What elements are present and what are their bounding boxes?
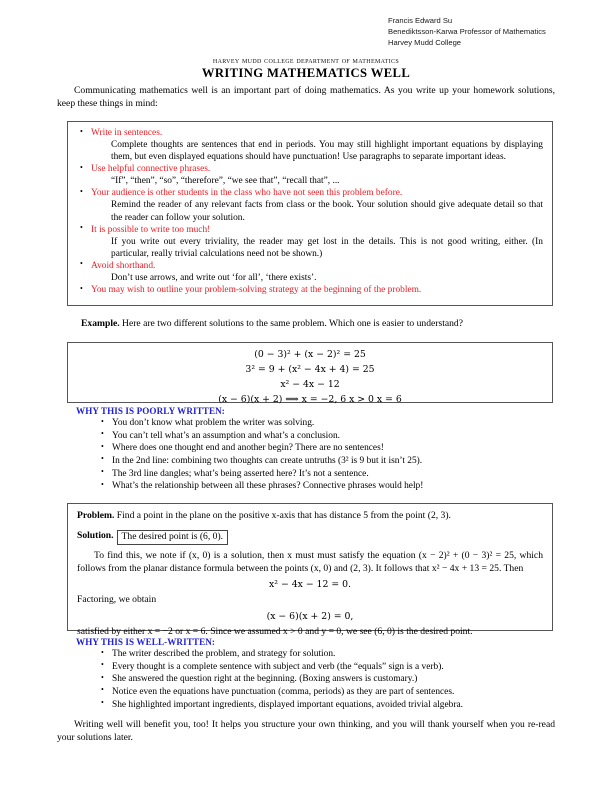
why-well-heading: WHY THIS IS WELL-WRITTEN: (76, 637, 216, 647)
equation-line: x² − 4x − 12 (280, 379, 340, 391)
closing-paragraph: Writing well will benefit you, too! It helps you structure your own thinking, and you will thank yourself when you re-read your solutions later. (57, 719, 555, 743)
display-equation-2: (x − 6)(x + 2) = 0, (266, 611, 354, 623)
problem-solution-box (67, 503, 553, 638)
why-poorly-heading: WHY THIS IS POORLY WRITTEN: (76, 406, 225, 416)
example-text: Here are two different solutions to the same problem. Which one is easier to understand? (119, 318, 463, 329)
list-item: • What’s the relationship between all these phrases? Connective phrases would help! (101, 480, 551, 493)
letterhead-institution: Harvey Mudd College (388, 37, 462, 47)
example-line (81, 318, 551, 331)
list-item: • Where does one thought end and another begin? There are no sentences! (101, 442, 551, 455)
tips-list (80, 127, 543, 296)
problem-label: Problem. (77, 510, 115, 521)
solution-paragraph-2: Factoring, we obtain (77, 594, 157, 606)
tip-body: If you write out every triviality, the reader may get lost in the details. This is not good writing, either. (In particular, really trivial calculations need not be shown.) (111, 236, 543, 259)
intro-paragraph: Communicating mathematics well is an important part of doing mathematics. As you write up your homework solutions, keep these things in mind: (57, 85, 555, 109)
solution-label: Solution. (77, 529, 114, 541)
tip-heading: You may wish to outline your problem-solving strategy at the beginning of the problem. (91, 285, 422, 296)
tip-heading: Use helpful connective phrases. (91, 164, 211, 175)
why-poorly-list (101, 417, 551, 493)
list-item: • She highlighted important ingredients, displayed important equations, avoided trivial algebra. (101, 699, 551, 712)
tip-heading: Your audience is other students in the class who have not seen this problem before. (91, 188, 403, 199)
example-label: Example. (81, 318, 120, 329)
equation-line: (0 − 3)² + (x − 2)² = 25 (254, 349, 366, 360)
list-item (80, 163, 543, 187)
list-item (80, 187, 543, 223)
list-item (80, 260, 543, 284)
equation-line: 3² = 9 + (x² − 4x + 4) = 25 (245, 364, 375, 376)
list-item: • You can’t tell what’s an assumption and what’s a conclusion. (101, 430, 551, 443)
tip-body: Don’t use arrows, and write out ‘for all’, ‘there exists’. (111, 272, 317, 283)
tip-heading: It is possible to write too much! (91, 224, 211, 235)
tip-body: “If”, “then”, “so”, “therefore”, “we see that”, “recall that”, ... (111, 176, 340, 187)
letterhead-name: Francis Edward Su (388, 16, 453, 25)
display-equation-1: x² − 4x − 12 = 0. (269, 579, 351, 591)
tip-heading: Write in sentences. (91, 128, 163, 138)
solution-paragraph-1: To find this, we note if (x, 0) is a solution, then x must must satisfy the equation (x − 2)² + (0 − 3)² = 25, which follows from the planar distance formula between the points (x, 0) and (2, 3). It follows that x² − 4x + 13 = 25. Then (77, 549, 543, 574)
boxed-answer: The desired point is (6, 0). (117, 530, 229, 545)
list-item (80, 284, 543, 296)
tips-box (67, 121, 553, 306)
poor-solution-box (67, 342, 553, 406)
list-item: • The writer described the problem, and strategy for solution. (101, 648, 551, 661)
equation-line: (x − 6)(x + 2) ⟹ x = −2, 6 x > 0 x = 6 (218, 394, 402, 406)
solution-line (77, 530, 543, 545)
page-title: WRITING MATHEMATICS WELL (201, 66, 411, 80)
department-line: harvey mudd college department of mathematics (212, 56, 400, 65)
list-item: • In the 2nd line: combining two thoughts can create untruths (3² is 9 but it isn’t 25). (101, 455, 551, 468)
tip-body: Remind the reader of any relevant facts from class or the book. Your solution should give adequate detail so that the reader can follow your solution. (111, 200, 543, 223)
letterhead (388, 16, 546, 48)
tip-heading: Avoid shorthand. (91, 260, 156, 271)
list-item: • You don’t know what problem the writer was solving. (101, 417, 551, 430)
problem-text: Find a point in the plane on the positive x-axis that has distance 5 from the point (2, 3). (114, 510, 451, 521)
list-item: • She answered the question right at the beginning. (Boxing answers is customary.) (101, 673, 551, 686)
letterhead-title: Benediktsson-Karwa Professor of Mathematics (388, 26, 546, 36)
solution-paragraph-3: satisfied by either x = −2 or x = 6. Since we assumed x > 0 and y = 0, we see (6, 0) is the desired point. (77, 626, 473, 638)
list-item (80, 224, 543, 260)
problem-statement (77, 510, 543, 523)
list-item (80, 127, 543, 163)
why-well-list (101, 648, 551, 711)
list-item: • Notice even the equations have punctuation (comma, periods) as they are part of sentences. (101, 686, 551, 699)
list-item: • Every thought is a complete sentence with subject and verb (the “equals” sign is a verb). (101, 661, 551, 674)
tip-body: Complete thoughts are sentences that end in periods. You may still highlight important equations by displaying them, but even displayed equations should have punctuation! Use paragraphs to separate important ideas. (111, 140, 543, 163)
list-item: • The 3rd line dangles; what’s being asserted here? It’s not a sentence. (101, 468, 551, 481)
